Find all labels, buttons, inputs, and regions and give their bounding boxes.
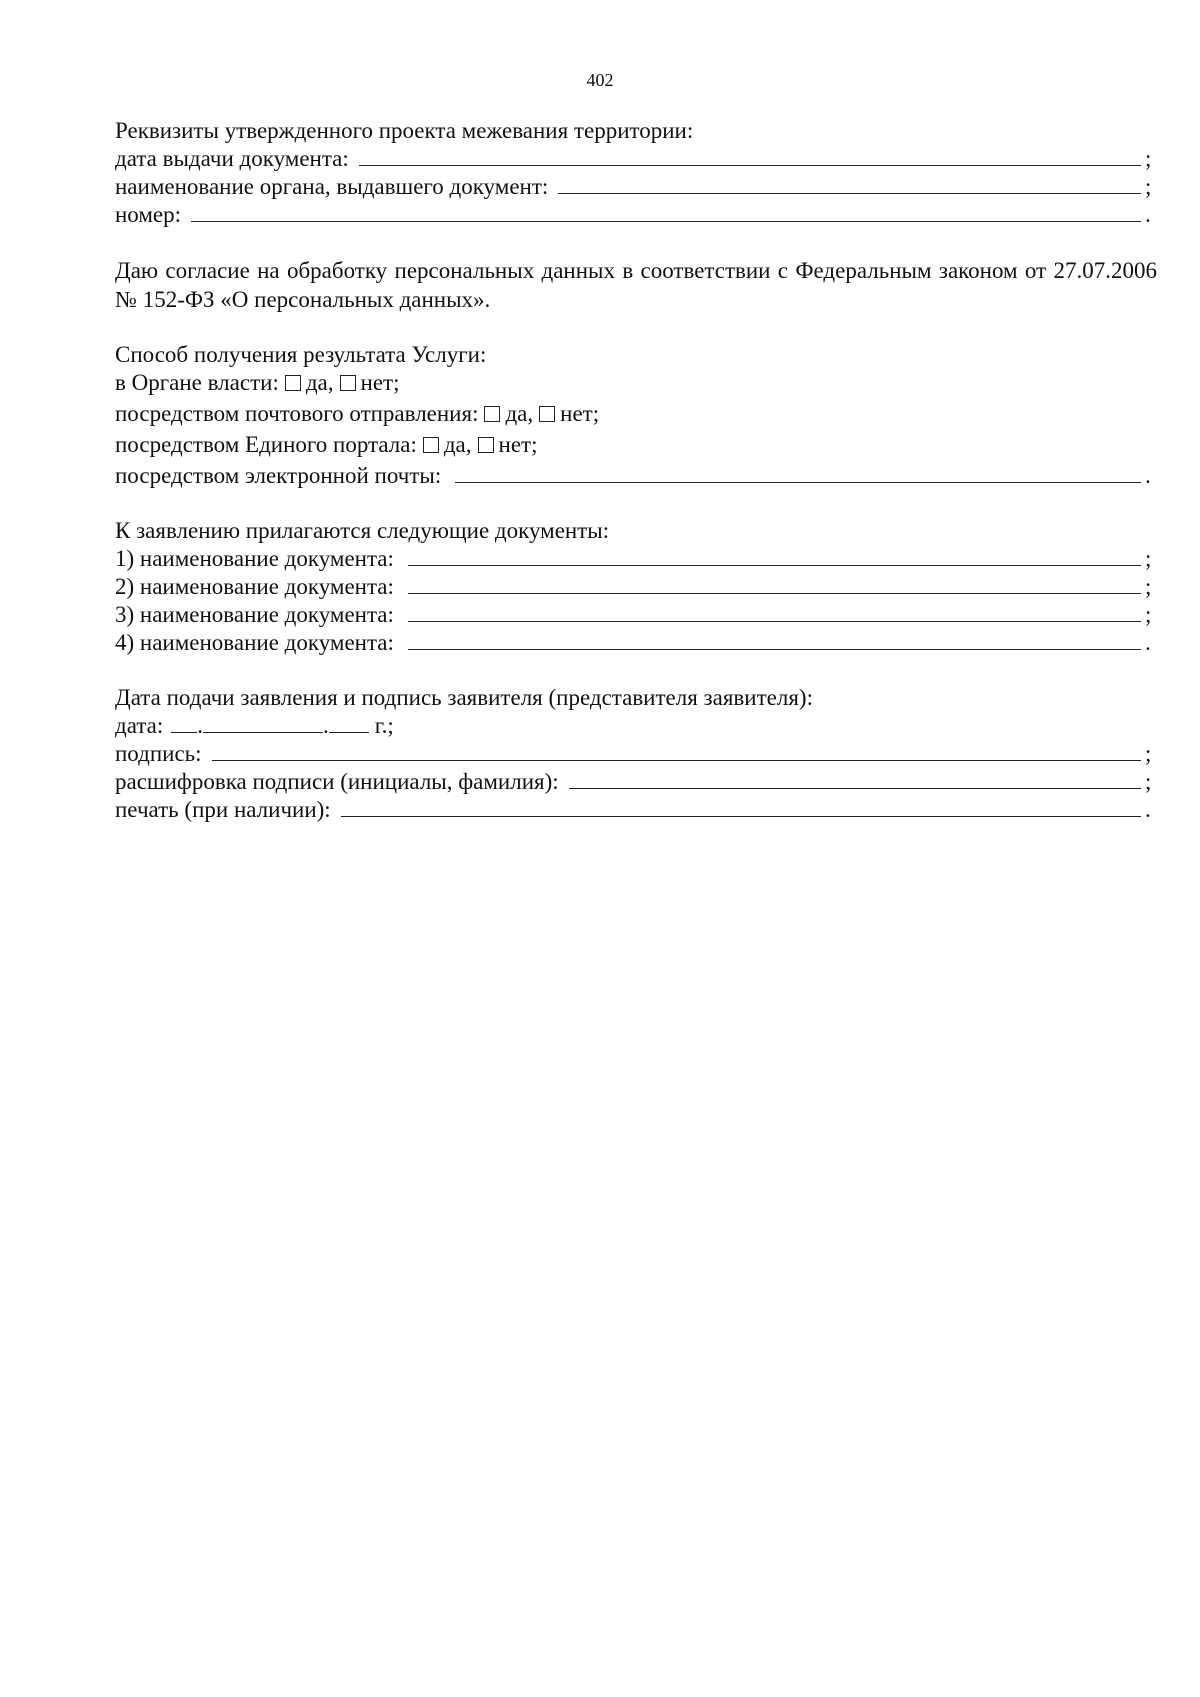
receipt-option-authority: [115, 369, 1157, 400]
no-checkbox[interactable]: [539, 406, 555, 422]
field-terminator: ;: [1145, 546, 1152, 571]
attachments-heading: К заявлению прилагаются следующие документы:: [115, 518, 610, 543]
year-input[interactable]: [329, 714, 369, 733]
field-terminator: ;: [1145, 146, 1152, 171]
issue-date-input[interactable]: [359, 147, 1141, 166]
yes-label: да,: [505, 401, 534, 426]
date-label: дата:: [115, 713, 164, 738]
field-terminator: ;: [1145, 602, 1152, 627]
attachment-label: 1) наименование документа:: [115, 546, 394, 571]
field-terminator: .: [1145, 202, 1151, 227]
yes-checkbox[interactable]: [285, 375, 301, 391]
attachment-input[interactable]: [408, 547, 1141, 566]
stamp-input[interactable]: [341, 798, 1141, 817]
no-checkbox[interactable]: [478, 437, 494, 453]
receipt-option-post: [115, 400, 1157, 431]
email-label: посредством электронной почты:: [115, 463, 442, 488]
issuing-authority-label: наименование органа, выдавшего документ:: [115, 174, 549, 199]
yes-checkbox[interactable]: [484, 406, 500, 422]
signature-label: подпись:: [115, 741, 202, 766]
signature-input[interactable]: [212, 742, 1141, 761]
project-heading: Реквизиты утвержденного проекта межевания территории:: [115, 118, 694, 143]
attachment-label: 3) наименование документа:: [115, 602, 394, 627]
field-terminator: ;: [1145, 174, 1152, 199]
page-number: 402: [586, 70, 614, 90]
receipt-heading: Способ получения результата Услуги:: [115, 342, 487, 367]
consent-paragraph: Даю согласие на обработку персональных данных в соответствии с Федеральным законом от 27.07.2006 № 152-ФЗ «О персональных данных».: [115, 258, 1157, 312]
field-terminator: ;: [1145, 574, 1152, 599]
issue-date-field: [115, 145, 1157, 173]
no-label: нет;: [498, 432, 538, 457]
document-number-label: номер:: [115, 202, 182, 227]
field-terminator: .: [1145, 797, 1151, 822]
signature-section: [115, 684, 1157, 824]
field-terminator: ;: [1145, 769, 1152, 794]
stamp-field: [115, 796, 1157, 824]
attachment-label: 4) наименование документа:: [115, 630, 394, 655]
attachment-input[interactable]: [408, 603, 1141, 622]
issue-date-label: дата выдачи документа:: [115, 146, 349, 171]
receipt-section: [115, 341, 1157, 490]
signature-heading: Дата подачи заявления и подпись заявителя (представителя заявителя):: [115, 685, 813, 710]
document-number-field: [115, 201, 1157, 229]
yes-label: да,: [305, 370, 334, 395]
stamp-label: печать (при наличии):: [115, 797, 331, 822]
signature-field: [115, 740, 1157, 768]
application-form: [115, 117, 1157, 824]
signature-transcript-label: расшифровка подписи (инициалы, фамилия):: [115, 769, 559, 794]
no-label: нет;: [560, 401, 600, 426]
field-terminator: ;: [1145, 741, 1152, 766]
attachment-item: [115, 629, 1157, 657]
option-label: в Органе власти:: [115, 370, 279, 395]
attachment-item: [115, 573, 1157, 601]
signature-transcript-input[interactable]: [569, 770, 1141, 789]
year-suffix: г.;: [374, 713, 394, 738]
date-separator: .: [197, 713, 203, 738]
attachments-section: [115, 517, 1157, 657]
issuing-authority-field: [115, 173, 1157, 201]
day-input[interactable]: [171, 714, 197, 733]
attachment-input[interactable]: [408, 575, 1141, 594]
document-number-input[interactable]: [191, 203, 1141, 222]
option-label: посредством почтового отправления:: [115, 401, 479, 426]
no-checkbox[interactable]: [340, 375, 356, 391]
signature-transcript-field: [115, 768, 1157, 796]
attachment-item: [115, 601, 1157, 629]
date-separator: .: [323, 713, 329, 738]
email-input[interactable]: [455, 464, 1141, 483]
receipt-option-portal: [115, 431, 1157, 462]
email-field: [115, 462, 1157, 490]
field-terminator: .: [1145, 463, 1151, 488]
yes-label: да,: [443, 432, 472, 457]
attachment-label: 2) наименование документа:: [115, 574, 394, 599]
yes-checkbox[interactable]: [423, 437, 439, 453]
attachment-item: [115, 545, 1157, 573]
option-label: посредством Единого портала:: [115, 432, 417, 457]
attachment-input[interactable]: [408, 631, 1141, 650]
submission-date-field: [115, 712, 1157, 740]
no-label: нет;: [360, 370, 400, 395]
month-input[interactable]: [203, 714, 323, 733]
field-terminator: .: [1145, 630, 1151, 655]
issuing-authority-input[interactable]: [558, 175, 1141, 194]
project-section: [115, 117, 1157, 229]
